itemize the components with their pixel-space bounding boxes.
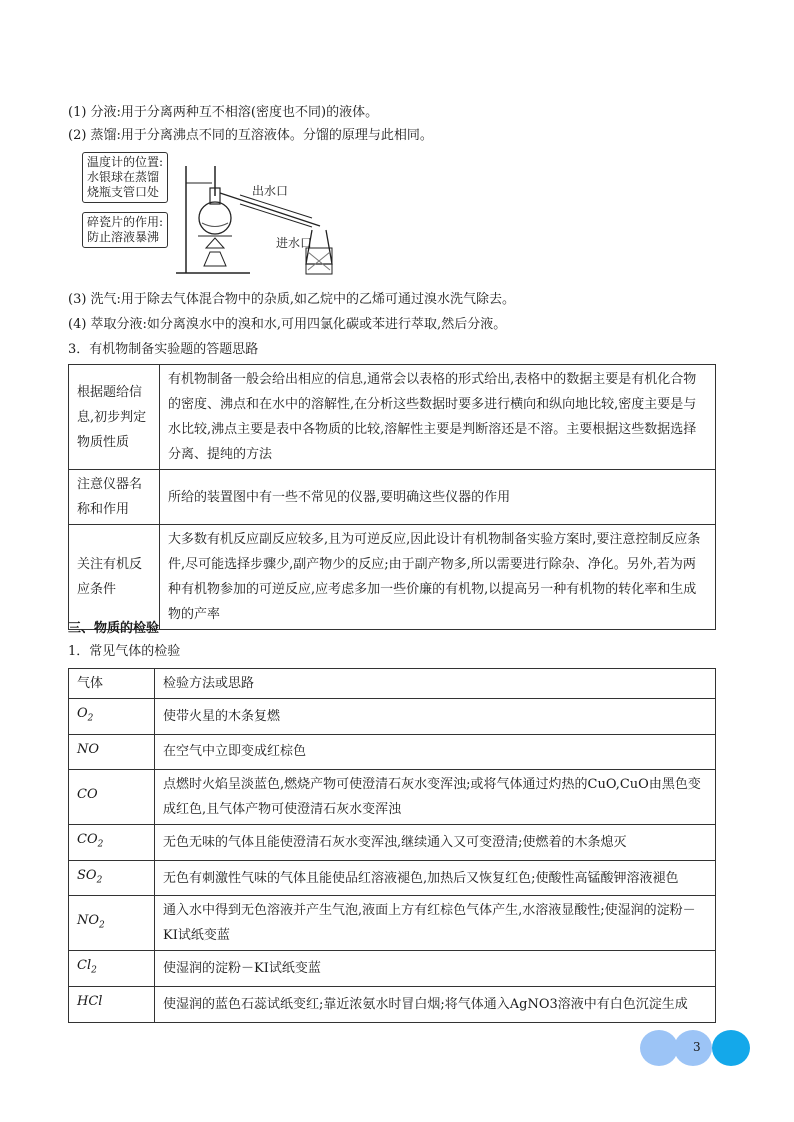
table-header-row xyxy=(69,669,716,699)
preparation-table xyxy=(68,364,716,630)
page-number: 3 xyxy=(693,1040,701,1054)
page-circle-left xyxy=(640,1030,678,1066)
gas-formula: HCl xyxy=(69,986,155,1022)
gas-formula: CO xyxy=(69,770,155,825)
water-inlet-label: 进水口 xyxy=(276,236,313,250)
text-separation: (1) 分液:用于分离两种互不相溶(密度也不同)的液体。 xyxy=(68,105,379,120)
gas-formula: $CO_2$ xyxy=(69,825,155,861)
table-row xyxy=(69,734,716,770)
gas-detection-table xyxy=(68,668,716,1023)
table-key: 根据题给信息,初步判定物质性质 xyxy=(69,365,160,470)
table-row xyxy=(69,825,716,861)
water-outlet-label: 出水口 xyxy=(252,184,289,198)
gas-formula: $NO_2$ xyxy=(69,896,155,951)
gas-method: 通入水中得到无色溶液并产生气泡,液面上方有红棕色气体产生,水溶液显酸性;使湿润的淀粉－KI试纸变蓝 xyxy=(155,896,716,951)
table-row xyxy=(69,470,716,525)
text-gas-washing: (3) 洗气:用于除去气体混合物中的杂质,如乙烷中的乙烯可通过溴水洗气除去。 xyxy=(68,292,516,307)
text-extraction: (4) 萃取分液:如分离溴水中的溴和水,可用四氯化碳或苯进行萃取,然后分液。 xyxy=(68,317,507,332)
gas-method: 使带火星的木条复燃 xyxy=(155,699,716,735)
table-value: 有机物制备一般会给出相应的信息,通常会以表格的形式给出,表格中的数据主要是有机化合物的密度、沸点和在水中的溶解性,在分析这些数据时要多进行横向和纵向地比较,密度主要是与水比较,沸点主要是表中各物质的比较,溶解性主要是判断溶还是不溶。主要根据这些数据选择分离、提纯的方法 xyxy=(160,365,716,470)
thermometer-note-line2: 水银球在蒸馏 xyxy=(87,170,160,184)
gas-formula: $O_2$ xyxy=(69,699,155,735)
page-number-badge xyxy=(640,1030,750,1066)
table-key: 注意仪器名称和作用 xyxy=(69,470,160,525)
table-row xyxy=(69,699,716,735)
table-row xyxy=(69,525,716,630)
gas-method: 无色有刺激性气味的气体且能使品红溶液褪色,加热后又恢复红色;使酸性高锰酸钾溶液褪色 xyxy=(155,860,716,896)
chips-note-line2: 防止溶液暴沸 xyxy=(87,230,160,244)
page-circle-right xyxy=(712,1030,750,1066)
thermometer-note xyxy=(82,152,168,203)
gas-formula: $SO_2$ xyxy=(69,860,155,896)
gas-method: 无色无味的气体且能使澄清石灰水变浑浊,继续通入又可变澄清;使燃着的木条熄灭 xyxy=(155,825,716,861)
table-row xyxy=(69,986,716,1022)
table-row xyxy=(69,365,716,470)
gas-method: 使湿润的蓝色石蕊试纸变红;靠近浓氨水时冒白烟;将气体通入AgNO3溶液中有白色沉淀生成 xyxy=(155,986,716,1022)
chips-note xyxy=(82,212,168,248)
section-title-3: 3．有机物制备实验题的答题思路 xyxy=(68,342,259,357)
text-distillation: (2) 蒸馏:用于分离沸点不同的互溶液体。分馏的原理与此相同。 xyxy=(68,128,433,143)
section-title-gases: 1．常见气体的检验 xyxy=(68,644,181,659)
thermometer-note-line3: 烧瓶支管口处 xyxy=(87,185,160,199)
header-method: 检验方法或思路 xyxy=(155,669,716,699)
distillation-diagram xyxy=(80,148,350,276)
table-row xyxy=(69,951,716,987)
chips-note-line1: 碎瓷片的作用: xyxy=(87,215,164,229)
gas-method: 使湿润的淀粉－KI试纸变蓝 xyxy=(155,951,716,987)
table-key: 关注有机反应条件 xyxy=(69,525,160,630)
section-heading-detection: 三、物质的检验 xyxy=(68,621,160,636)
gas-method: 在空气中立即变成红棕色 xyxy=(155,734,716,770)
gas-method: 点燃时火焰呈淡蓝色,燃烧产物可使澄清石灰水变浑浊;或将气体通过灼热的CuO,CuO由黑色变成红色,且气体产物可使澄清石灰水变浑浊 xyxy=(155,770,716,825)
table-row xyxy=(69,860,716,896)
gas-formula: NO xyxy=(69,734,155,770)
gas-formula: $Cl_2$ xyxy=(69,951,155,987)
thermometer-note-line1: 温度计的位置: xyxy=(87,155,164,169)
table-value: 大多数有机反应副反应较多,且为可逆反应,因此设计有机物制备实验方案时,要注意控制反应条件,尽可能选择步骤少,副产物少的反应;由于副产物多,所以需要进行除杂、净化。另外,若为两种有机物参加的可逆反应,应考虑多加一些价廉的有机物,以提高另一种有机物的转化率和生成物的产率 xyxy=(160,525,716,630)
table-row xyxy=(69,770,716,825)
header-gas: 气体 xyxy=(69,669,155,699)
table-value: 所给的装置图中有一些不常见的仪器,要明确这些仪器的作用 xyxy=(160,470,716,525)
table-row xyxy=(69,896,716,951)
